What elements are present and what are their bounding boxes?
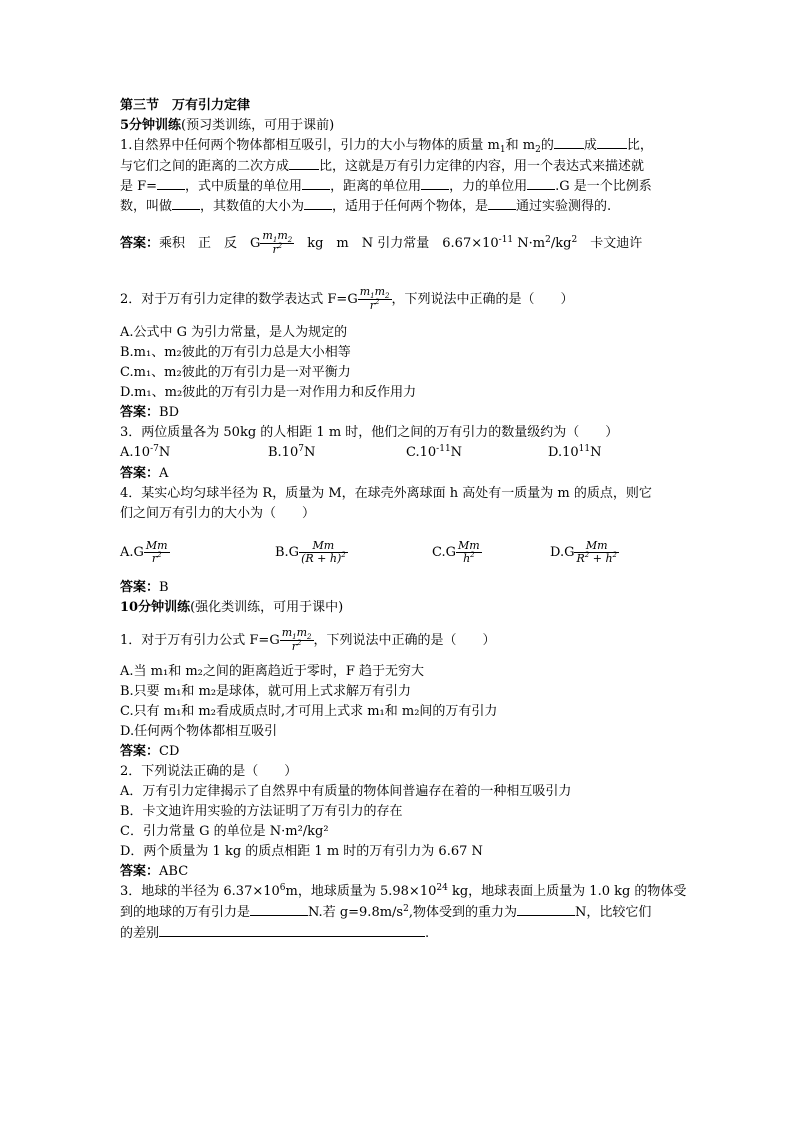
option-d: D.G $\frac{Mm}{R2 + h2}$ <box>550 538 618 565</box>
s2-q2-option-a: A．万有引力定律揭示了自然界中有质量的物体间普遍存在着的一种相互吸引力 <box>120 784 572 799</box>
blank-force[interactable] <box>250 915 308 916</box>
s2-q3-line1: 3．地球的半径为 $6.37\times 10^6m$，地球质量为 $5.98\times 10^{24}$ kg，地球表面上质量为 1.0 kg 的物体受 <box>120 883 687 899</box>
s1-q2-stem: 2．对于万有引力定律的数学表达式 F=G $\frac{m_1m_2}{r^2}$ ，下列说法中正确的是（ ） <box>120 285 574 312</box>
blank-gravity[interactable] <box>517 915 575 916</box>
s2-q3-line3: 的差别 . <box>120 926 430 941</box>
formula-fraction: $\frac{m_1m_2}{r^2}$ <box>262 229 293 256</box>
option-c: C.10-11N <box>406 444 463 460</box>
formula-fraction: $\frac{m_1m_2}{r^2}$ <box>281 626 312 653</box>
blank-9[interactable] <box>304 209 332 210</box>
s2-q1-option-c: C.只有 m₁和 m₂看成质点时,才可用上式求 m₁和 m₂间的万有引力 <box>120 704 498 719</box>
blank-8[interactable] <box>172 209 200 210</box>
s1-q2-option-d: D.m₁、m₂彼此的万有引力是一对作用力和反作用力 <box>120 385 417 400</box>
blank-difference[interactable] <box>159 936 425 937</box>
s2-q2-stem: 2．下列说法正确的是（ ） <box>120 764 298 779</box>
blank-4[interactable] <box>157 189 185 190</box>
s1-q2-option-b: B.m₁、m₂彼此的万有引力总是大小相等 <box>120 345 351 360</box>
option-c: C.G $\frac{Mm}{h2}$ <box>432 538 480 565</box>
blank-5[interactable] <box>302 189 330 190</box>
s2-q2-option-d: D．两个质量为 1 kg 的质点相距 1 m 时的万有引力为 6.67 N <box>120 844 483 859</box>
s1-q1-line2: 与它们之间的距离的二次方成 比，这就是万有引力定律的内容，用一个表达式来描述就 <box>120 159 645 174</box>
page-title: 第三节 万有引力定律 <box>120 98 251 113</box>
section-1-heading <box>120 116 680 136</box>
s2-q2-option-c: C．引力常量 G 的单位是 N·m²/kg² <box>120 824 329 839</box>
formula-fraction: $\frac{m_1m_2}{r^2}$ <box>359 285 390 312</box>
s1-q1-line3: 是 F= ，式中质量的单位用 ，距离的单位用 ，力的单位用 .G 是一个比例系 <box>120 179 652 194</box>
option-d: D.1011N <box>548 444 602 460</box>
option-a: A.10-7N <box>120 444 171 460</box>
s2-q1-stem: 1．对于万有引力公式 F=G $\frac{m_1m_2}{r^2}$ ，下列说法中正确的是（ ） <box>120 626 496 653</box>
s2-q2-option-b: B．卡文迪许用实验的方法证明了万有引力的存在 <box>120 804 403 819</box>
s1-q3-answer: 答案：A <box>120 466 169 481</box>
s1-q1-line1: 1.自然界中任何两个物体都相互吸引，引力的大小与物体的质量 $m_1$和 $m_2$的 成 比， <box>120 138 653 155</box>
s1-q2-option-c: C.m₁、m₂彼此的万有引力是一对平衡力 <box>120 365 351 380</box>
section-1-heading-bold: 5分钟训练 <box>120 118 182 133</box>
section-2-heading: 10分钟训练(强化类训练，可用于课中) <box>120 600 344 615</box>
blank-3[interactable] <box>289 169 319 170</box>
s1-q4-answer: 答案：B <box>120 580 169 595</box>
section-1-heading-note: (预习类训练，可用于课前) <box>181 118 335 133</box>
s2-q1-option-a: A.当 m₁和 m₂之间的距离趋近于零时，F 趋于无穷大 <box>120 664 425 679</box>
blank-7[interactable] <box>527 189 555 190</box>
blank-2[interactable] <box>597 148 627 149</box>
s1-q4-line2: 们之间万有引力的大小为（ ） <box>120 506 316 521</box>
s1-q4-line1: 4．某实心均匀球半径为 R，质量为 M，在球壳外离球面 h 高处有一质量为 m 的质点，则它 <box>120 486 652 501</box>
s1-q4-options <box>120 534 680 572</box>
s2-q1-answer: 答案：CD <box>120 744 180 759</box>
s2-q3-line2: 到的地球的万有引力是 N.若 $g=9.8m/s^2$,物体受到的重力为 N，比较它们 <box>120 904 652 920</box>
blank-1[interactable] <box>554 148 584 149</box>
s1-q2-option-a: A.公式中 G 为引力常量，是人为规定的 <box>120 325 348 340</box>
s1-q3-stem: 3．两位质量各为 50kg 的人相距 1 m 时，他们之间的万有引力的数量级约为（ ） <box>120 425 619 440</box>
s2-q2-answer: 答案：ABC <box>120 864 189 879</box>
s2-q1-option-b: B.只要 m₁和 m₂是球体，就可用上式求解万有引力 <box>120 684 412 699</box>
s2-q1-option-d: D.任何两个物体都相互吸引 <box>120 724 278 739</box>
option-b: B.107N <box>268 444 316 460</box>
option-a: A.G $\frac{Mm}{r2}$ <box>120 538 168 565</box>
s1-q3-options <box>120 443 680 464</box>
blank-6[interactable] <box>421 189 449 190</box>
s1-q2-answer: 答案：BD <box>120 405 179 420</box>
option-b: B.G $\frac{Mm}{(R + h)2}$ <box>275 538 346 565</box>
s1-q1-line4: 数，叫做 ，其数值的大小为 ，适用于任何两个物体，是 通过实验测得的. <box>120 199 612 214</box>
blank-10[interactable] <box>488 209 516 210</box>
s1-q1-answer: 答案：乘积 正 反 G $\frac{m_1m_2}{r^2}$ kg m N 引力常量 $6.67\times 10^{-11}$ $N\cdot m^2/kg^2$ 卡文迪许 <box>120 229 643 256</box>
document-page <box>120 96 687 944</box>
